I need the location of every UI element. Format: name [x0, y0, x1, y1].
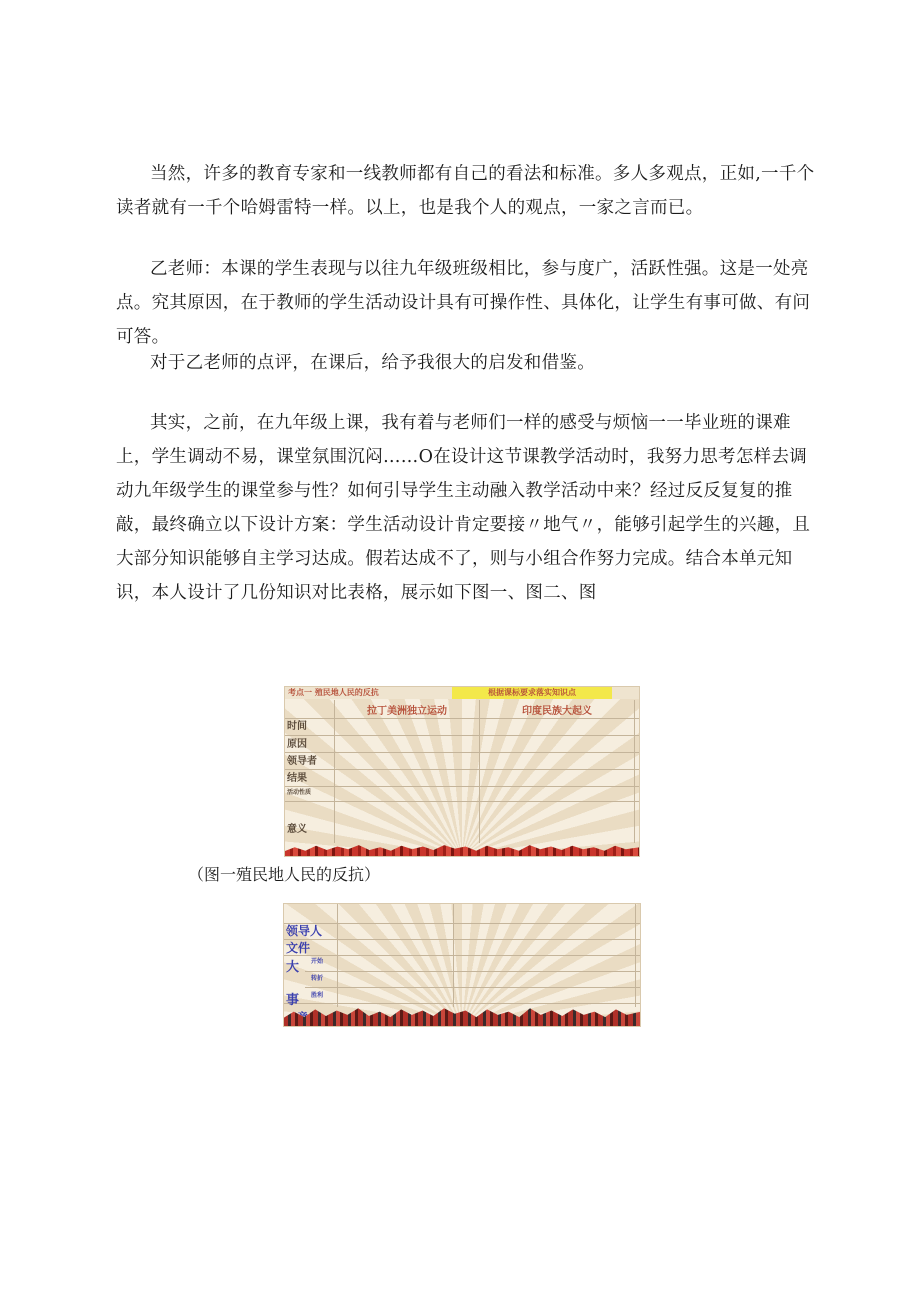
figure-1-row-label: 时间 — [287, 721, 307, 732]
figure-2-sub-label: 开始 — [311, 958, 324, 965]
figure-1-col-line — [334, 700, 335, 843]
figure-1-table-image — [284, 686, 640, 857]
figure-1-crowd-decoration — [284, 843, 640, 857]
figure-2-col-line — [453, 903, 454, 1007]
figure-1-col-header-1: 拉丁美洲独立运动 — [367, 706, 447, 717]
figure-2-line — [305, 987, 641, 988]
figure-1-line — [284, 752, 640, 753]
figure-2-row-label: 文件 — [286, 941, 311, 955]
figure-1-row-label: 意义 — [287, 824, 307, 835]
paragraph-2: 乙老师：本课的学生表现与以往九年级班级相比，参与度广，活跃性强。这是一处亮点。究其原因，在于教师的学生活动设计具有可操作性、具体化，让学生有事可做、有问可答。 — [116, 259, 811, 347]
figure-1-row-label: 结果 — [287, 773, 307, 784]
figure-2-row-label: 事 — [286, 993, 300, 1008]
figure-1-header-banner: 根据课标要求落实知识点 — [452, 686, 612, 699]
figure-1-col-line — [634, 700, 635, 843]
paragraph-3: 对于乙老师的点评，在课后，给予我很大的启发和借鉴。 — [150, 353, 595, 373]
figure-2-sub-label: 胜利 — [311, 992, 324, 999]
figure-2-col-line — [337, 903, 338, 1007]
figure-2-line — [305, 971, 641, 972]
figure-2-col-line — [635, 903, 636, 1007]
figure-1-row-label: 原因 — [287, 739, 307, 750]
figure-1-line — [284, 718, 640, 719]
figure-1-row-label: 领导者 — [287, 756, 317, 767]
figure-1-caption: （图一殖民地人民的反抗） — [188, 865, 381, 884]
paragraph-4: 其实，之前，在九年级上课，我有着与老师们一样的感受与烦恼一一毕业班的课难上，学生调动不易，课堂氛围沉闷……O在设计这节课教学活动时，我努力思考怎样去调动九年级学生的课堂参与性？如何引导学生主动融入教学活动中来？经过反反复复的推敲，最终确立以下设计方案：学生活动设计肯定要接〃地气〃，能够引起学生的兴趣，且大部分知识能够自主学习达成。假若达成不了，则与小组合作努力完成。结合本单元知识，本人设计了几份知识对比表格，展示如下图一、图二、图 — [116, 413, 811, 603]
figure-1-line — [284, 735, 640, 736]
figure-1-row-label: 活动性质 — [287, 789, 312, 796]
figure-1-line — [284, 786, 640, 787]
figure-1-col-header-2: 印度民族大起义 — [522, 706, 592, 717]
figure-1-header-left: 考点一 殖民地人民的反抗 — [288, 688, 379, 697]
paragraph-1: 当然，许多的教育专家和一线教师都有自己的看法和标准。多人多观点，正如,一千个读者就有一千个哈姆雷特一样。以上，也是我个人的观点，一家之言而已。 — [116, 164, 815, 218]
figure-2-crowd-decoration — [283, 1005, 641, 1027]
figure-2-table-image — [283, 903, 641, 1027]
figure-1-line — [284, 769, 640, 770]
figure-2-sub-label: 转折 — [311, 975, 324, 982]
figure-2-row-label: 大 — [286, 960, 300, 975]
figure-1-line — [284, 801, 640, 802]
figure-2-row-label: 领导人 — [286, 924, 323, 938]
figure-1-col-line — [479, 700, 480, 843]
